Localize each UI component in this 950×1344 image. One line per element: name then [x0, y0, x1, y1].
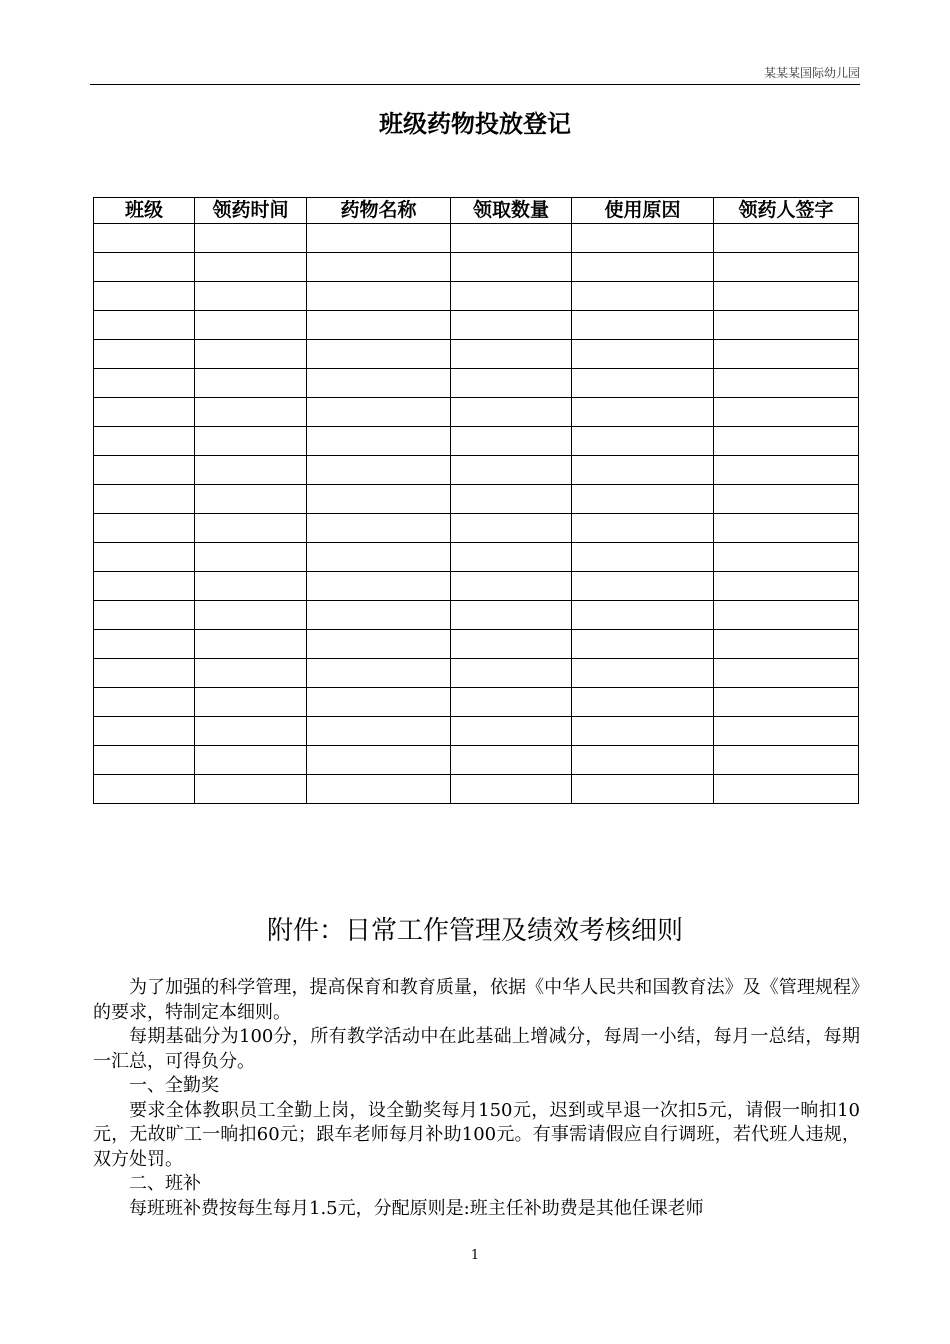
table-cell[interactable] [451, 340, 572, 369]
table-cell[interactable] [714, 601, 859, 630]
table-cell[interactable] [451, 514, 572, 543]
table-row [94, 427, 859, 456]
table-cell[interactable] [307, 746, 451, 775]
table-cell[interactable] [94, 224, 195, 253]
table-cell[interactable] [195, 514, 307, 543]
table-cell[interactable] [94, 340, 195, 369]
table-cell[interactable] [307, 601, 451, 630]
table-row [94, 746, 859, 775]
table-cell[interactable] [94, 717, 195, 746]
table-cell[interactable] [94, 601, 195, 630]
table-cell[interactable] [195, 369, 307, 398]
column-header-time: 领药时间 [195, 198, 307, 224]
table-cell[interactable] [451, 688, 572, 717]
table-cell[interactable] [451, 717, 572, 746]
table-cell[interactable] [714, 253, 859, 282]
table-row [94, 514, 859, 543]
header-org-name: 某某某国际幼儿园 [763, 66, 860, 80]
paragraph: 要求全体教职员工全勤上岗，设全勤奖每月150元，迟到或早退一次扣5元，请假一晌扣10元，无故旷工一晌扣60元；跟车老师每月补助100元。有事需请假应自行调班，若代班人违规，双方处罚。 [93, 1099, 860, 1170]
table-cell[interactable] [451, 601, 572, 630]
table-cell[interactable] [195, 688, 307, 717]
paragraph: 每期基础分为100分，所有教学活动中在此基础上增减分，每周一小结，每月一总结，每期一汇总，可得负分。 [93, 1026, 860, 1072]
table-cell[interactable] [714, 224, 859, 253]
table-cell[interactable] [307, 543, 451, 572]
table-row [94, 311, 859, 340]
table-cell[interactable] [94, 572, 195, 601]
table-cell[interactable] [94, 746, 195, 775]
table-cell[interactable] [714, 717, 859, 746]
table-cell[interactable] [195, 717, 307, 746]
table-cell[interactable] [451, 775, 572, 804]
table-cell[interactable] [94, 282, 195, 311]
table-header-row [94, 198, 859, 224]
table-cell[interactable] [451, 746, 572, 775]
table-cell[interactable] [451, 311, 572, 340]
table-cell[interactable] [451, 543, 572, 572]
table-cell[interactable] [572, 253, 714, 282]
table-cell[interactable] [451, 282, 572, 311]
section-heading: 一、全勤奖 [129, 1075, 219, 1096]
table-cell[interactable] [307, 253, 451, 282]
table-cell[interactable] [572, 427, 714, 456]
table-row [94, 340, 859, 369]
table-cell[interactable] [572, 717, 714, 746]
table-cell[interactable] [572, 456, 714, 485]
table-cell[interactable] [572, 543, 714, 572]
table-cell[interactable] [307, 398, 451, 427]
table-cell[interactable] [307, 572, 451, 601]
table-cell[interactable] [94, 398, 195, 427]
paragraph: 每班班补费按每生每月1.5元，分配原则是:班主任补助费是其他任课老师 [129, 1197, 704, 1219]
table-cell[interactable] [572, 775, 714, 804]
table-row [94, 224, 859, 253]
table-cell[interactable] [572, 340, 714, 369]
table-cell[interactable] [307, 340, 451, 369]
table-row [94, 253, 859, 282]
column-header-reason: 使用原因 [572, 198, 714, 224]
table-cell[interactable] [195, 601, 307, 630]
table-cell[interactable] [451, 630, 572, 659]
table-cell[interactable] [714, 340, 859, 369]
table-cell[interactable] [572, 224, 714, 253]
table-cell[interactable] [451, 398, 572, 427]
table-cell[interactable] [307, 717, 451, 746]
table-cell[interactable] [714, 485, 859, 514]
table-cell[interactable] [572, 746, 714, 775]
table-cell[interactable] [572, 572, 714, 601]
table-row [94, 485, 859, 514]
column-header-signature: 领药人签字 [714, 198, 859, 224]
table-cell[interactable] [195, 659, 307, 688]
table-cell[interactable] [195, 630, 307, 659]
table-cell[interactable] [451, 224, 572, 253]
table-cell[interactable] [714, 543, 859, 572]
table-row [94, 688, 859, 717]
table-row [94, 601, 859, 630]
table-cell[interactable] [307, 427, 451, 456]
table-cell[interactable] [195, 775, 307, 804]
table-cell[interactable] [195, 427, 307, 456]
table-cell[interactable] [307, 224, 451, 253]
table-row [94, 398, 859, 427]
table-cell[interactable] [572, 601, 714, 630]
attachment-title: 附件：日常工作管理及绩效考核细则 [266, 916, 683, 946]
table-body [94, 224, 859, 804]
table-cell[interactable] [451, 253, 572, 282]
table-cell[interactable] [572, 369, 714, 398]
attachment-body [93, 976, 860, 1221]
table-row [94, 282, 859, 311]
table-cell[interactable] [307, 514, 451, 543]
table-cell[interactable] [451, 659, 572, 688]
table-cell[interactable] [94, 456, 195, 485]
table-cell[interactable] [572, 514, 714, 543]
table-cell[interactable] [451, 456, 572, 485]
table-row [94, 717, 859, 746]
table-cell[interactable] [714, 311, 859, 340]
table-row [94, 775, 859, 804]
table-cell[interactable] [307, 282, 451, 311]
column-header-class: 班级 [94, 198, 195, 224]
table-cell[interactable] [195, 398, 307, 427]
table-row [94, 659, 859, 688]
table-cell[interactable] [572, 282, 714, 311]
table-cell[interactable] [451, 572, 572, 601]
table-cell[interactable] [195, 282, 307, 311]
paragraph: 为了加强的科学管理，提高保育和教育质量，依据《中华人民共和国教育法》及《管理规程》的要求，特制定本细则。 [93, 977, 860, 1023]
table-cell[interactable] [714, 746, 859, 775]
table-cell[interactable] [94, 485, 195, 514]
table-cell[interactable] [195, 456, 307, 485]
table-row [94, 572, 859, 601]
table-cell[interactable] [307, 485, 451, 514]
table-cell[interactable] [195, 253, 307, 282]
table-row [94, 630, 859, 659]
table-cell[interactable] [714, 514, 859, 543]
table-cell[interactable] [94, 688, 195, 717]
table-row [94, 369, 859, 398]
table-cell[interactable] [94, 253, 195, 282]
table-row [94, 543, 859, 572]
table-cell[interactable] [714, 630, 859, 659]
table-cell[interactable] [572, 659, 714, 688]
table-cell[interactable] [195, 543, 307, 572]
table-cell[interactable] [572, 630, 714, 659]
table-cell[interactable] [195, 485, 307, 514]
page-number: 1 [470, 1248, 480, 1263]
header-divider [90, 84, 860, 85]
table-cell[interactable] [451, 427, 572, 456]
table-cell[interactable] [572, 398, 714, 427]
table-cell[interactable] [451, 485, 572, 514]
table-cell[interactable] [195, 746, 307, 775]
table-cell[interactable] [94, 427, 195, 456]
table-cell[interactable] [94, 543, 195, 572]
table-cell[interactable] [94, 514, 195, 543]
table-cell[interactable] [307, 688, 451, 717]
table-cell[interactable] [714, 427, 859, 456]
column-header-medicine-name: 药物名称 [307, 198, 451, 224]
table-cell[interactable] [714, 456, 859, 485]
table-cell[interactable] [195, 311, 307, 340]
section-heading: 二、班补 [129, 1173, 201, 1194]
table-cell[interactable] [714, 369, 859, 398]
table-cell[interactable] [307, 630, 451, 659]
page-title: 班级药物投放登记 [379, 110, 571, 138]
table-cell[interactable] [714, 282, 859, 311]
table-cell[interactable] [714, 572, 859, 601]
table-cell[interactable] [714, 659, 859, 688]
table-cell[interactable] [195, 340, 307, 369]
table-cell[interactable] [572, 311, 714, 340]
table-cell[interactable] [94, 775, 195, 804]
table-cell[interactable] [714, 775, 859, 804]
table-cell[interactable] [451, 369, 572, 398]
table-cell[interactable] [195, 572, 307, 601]
table-cell[interactable] [94, 311, 195, 340]
table-row [94, 456, 859, 485]
table-cell[interactable] [307, 456, 451, 485]
table-cell[interactable] [94, 630, 195, 659]
table-cell[interactable] [572, 688, 714, 717]
column-header-quantity: 领取数量 [451, 198, 572, 224]
table-cell[interactable] [307, 311, 451, 340]
table-cell[interactable] [307, 369, 451, 398]
medicine-register-table [93, 197, 859, 804]
table-cell[interactable] [307, 659, 451, 688]
table-cell[interactable] [714, 398, 859, 427]
table-cell[interactable] [714, 688, 859, 717]
table-cell[interactable] [94, 659, 195, 688]
table-cell[interactable] [572, 485, 714, 514]
table-cell[interactable] [307, 775, 451, 804]
table-cell[interactable] [195, 224, 307, 253]
table-cell[interactable] [94, 369, 195, 398]
